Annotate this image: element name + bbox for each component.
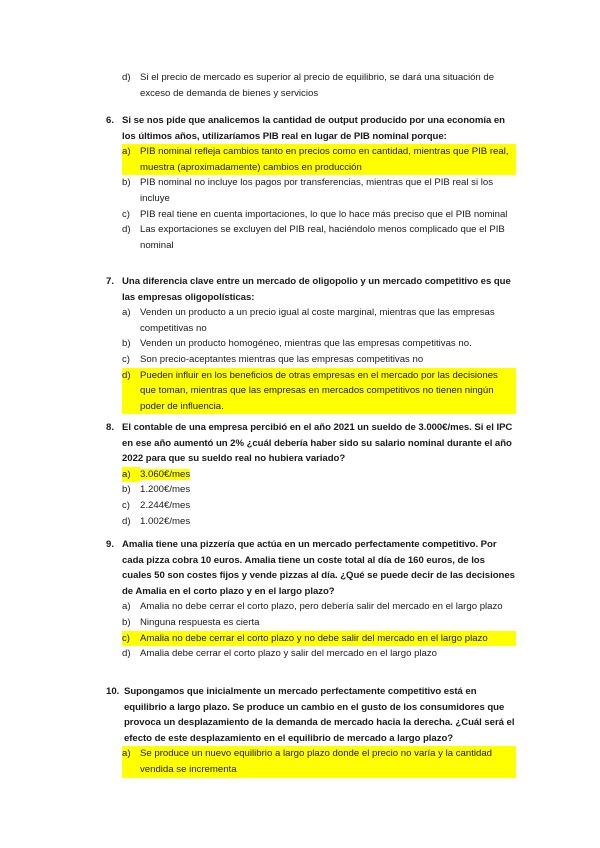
question-9 — [106, 537, 516, 662]
option-text: Si el precio de mercado es superior al precio de equilibrio, se dará una situación de exceso de demanda de bienes y servicios — [140, 72, 495, 99]
option-text: PIB real tiene en cuenta importaciones, lo que lo hace más preciso que el PIB nominal — [140, 208, 508, 220]
question-text: Una diferencia clave entre un mercado de oligopolio y un mercado competitivo es que las empresas oligopolísticas: — [122, 276, 511, 303]
option-text: 2.244€/mes — [140, 499, 191, 511]
option-d[interactable] — [122, 70, 516, 101]
option-text: 3.060€/mes — [140, 468, 191, 480]
option-text: Amalia debe cerrar el corto plazo y salir del mercado en el largo plazo — [140, 648, 438, 660]
option-text: Son precio-aceptantes mientras que las empresas competitivas no — [140, 353, 424, 365]
question-7 — [106, 274, 516, 414]
previous-question-tail — [106, 70, 516, 101]
option-letter: b) — [122, 616, 131, 628]
question-10 — [106, 684, 516, 778]
question-number: 7. — [106, 276, 115, 287]
question-text: El contable de una empresa percibió en el año 2021 un sueldo de 3.000€/mes. Si el IPC en ese año aumentó un 2% ¿cuál debería haber sido su salario nominal durante el año 2022 para que su sueldo real no hubiera variado? — [122, 422, 513, 465]
option-letter: d) — [122, 648, 131, 660]
option-letter: c) — [122, 353, 130, 365]
option-text: Pueden influir en los beneficios de otras empresas en el mercado por las decisiones que toman, mientras que las empresas en mercados competitivos no tienen ningún poder de influencia. — [140, 369, 498, 412]
option-b[interactable] — [122, 615, 516, 631]
option-text: PIB nominal refleja cambios tanto en precios como en cantidad, mientras que PIB real, muestra (aproximadamente) cambios en producción — [140, 146, 509, 173]
option-c[interactable] — [122, 207, 516, 223]
option-a-highlighted[interactable] — [122, 144, 516, 175]
option-c[interactable] — [122, 498, 516, 514]
option-letter: a) — [122, 146, 131, 158]
option-c[interactable] — [122, 352, 516, 368]
question-text: Amalia tiene una pizzería que actúa en un mercado perfectamente competitivo. Por cada pizza cobra 10 euros. Amalia tiene un coste total al día de 160 euros, de los cuales 50 son costes fijos y vende pizzas al día. ¿Qué se puede decir de las decisiones de Amalia en el corto plazo y en el largo plazo? — [122, 539, 515, 597]
question-text: Si se nos pide que analicemos la cantidad de output producido por una economía en los últimos años, utilizaríamos PIB real en lugar de PIB nominal porque: — [122, 115, 505, 142]
option-text: Venden un producto a un precio igual al coste marginal, mientras que las empresas competitivas no — [140, 307, 495, 334]
option-a-highlighted[interactable] — [122, 746, 516, 777]
option-text: Amalia no debe cerrar el corto plazo, pero debería salir del mercado en el largo plazo — [140, 601, 503, 613]
option-letter: b) — [122, 338, 131, 350]
option-letter: d) — [122, 369, 131, 381]
option-c-highlighted[interactable] — [122, 631, 516, 647]
option-text: 1.200€/mes — [140, 484, 191, 496]
option-b[interactable] — [122, 336, 516, 352]
option-text: Las exportaciones se excluyen del PIB real, haciéndolo menos complicado que el PIB nominal — [140, 224, 505, 251]
option-b[interactable] — [122, 482, 516, 498]
option-d-highlighted[interactable] — [122, 368, 516, 415]
option-letter: a) — [122, 467, 140, 483]
option-text: Amalia no debe cerrar el corto plazo y no debe salir del mercado en el largo plazo — [140, 632, 488, 644]
option-letter: c) — [122, 632, 130, 644]
option-letter: d) — [122, 72, 131, 83]
option-letter: b) — [122, 177, 131, 189]
option-a[interactable] — [122, 305, 516, 336]
option-letter: c) — [122, 499, 130, 511]
option-letter: a) — [122, 601, 131, 613]
option-letter: d) — [122, 224, 131, 236]
option-b[interactable] — [122, 175, 516, 206]
question-number: 8. — [106, 422, 115, 433]
option-letter: d) — [122, 515, 131, 527]
option-text: 1.002€/mes — [140, 515, 191, 527]
option-letter: a) — [122, 307, 131, 319]
option-d[interactable] — [122, 514, 516, 530]
option-a-highlighted[interactable] — [122, 467, 516, 483]
option-a[interactable] — [122, 599, 516, 615]
question-number: 9. — [106, 539, 115, 550]
question-number: 10. — [106, 686, 120, 697]
option-letter: c) — [122, 208, 130, 220]
option-text: Venden un producto homogéneo, mientras que las empresas competitivas no. — [140, 338, 472, 350]
option-letter: b) — [122, 484, 131, 496]
question-8 — [106, 420, 516, 529]
option-text: Se produce un nuevo equilibrio a largo plazo donde el precio no varía y la cantidad vendida se incrementa — [140, 748, 493, 775]
option-d[interactable] — [122, 646, 516, 662]
question-6 — [106, 113, 516, 253]
question-text: Supongamos que inicialmente un mercado perfectamente competitivo está en equilibrio a largo plazo. Se produce un cambio en el gusto de los consumidores que provoca un desplazamiento de la demanda de mercado hacia la derecha. ¿Cuál será el efecto de este desplazamiento en el equilibrio de mercado a largo plazo? — [124, 686, 515, 744]
option-d[interactable] — [122, 222, 516, 253]
option-text: PIB nominal no incluye los pagos por transferencias, mientras que el PIB real si los incluye — [140, 177, 494, 204]
question-number: 6. — [106, 115, 115, 126]
option-letter: a) — [122, 748, 131, 760]
option-text: Ninguna respuesta es cierta — [140, 616, 260, 628]
